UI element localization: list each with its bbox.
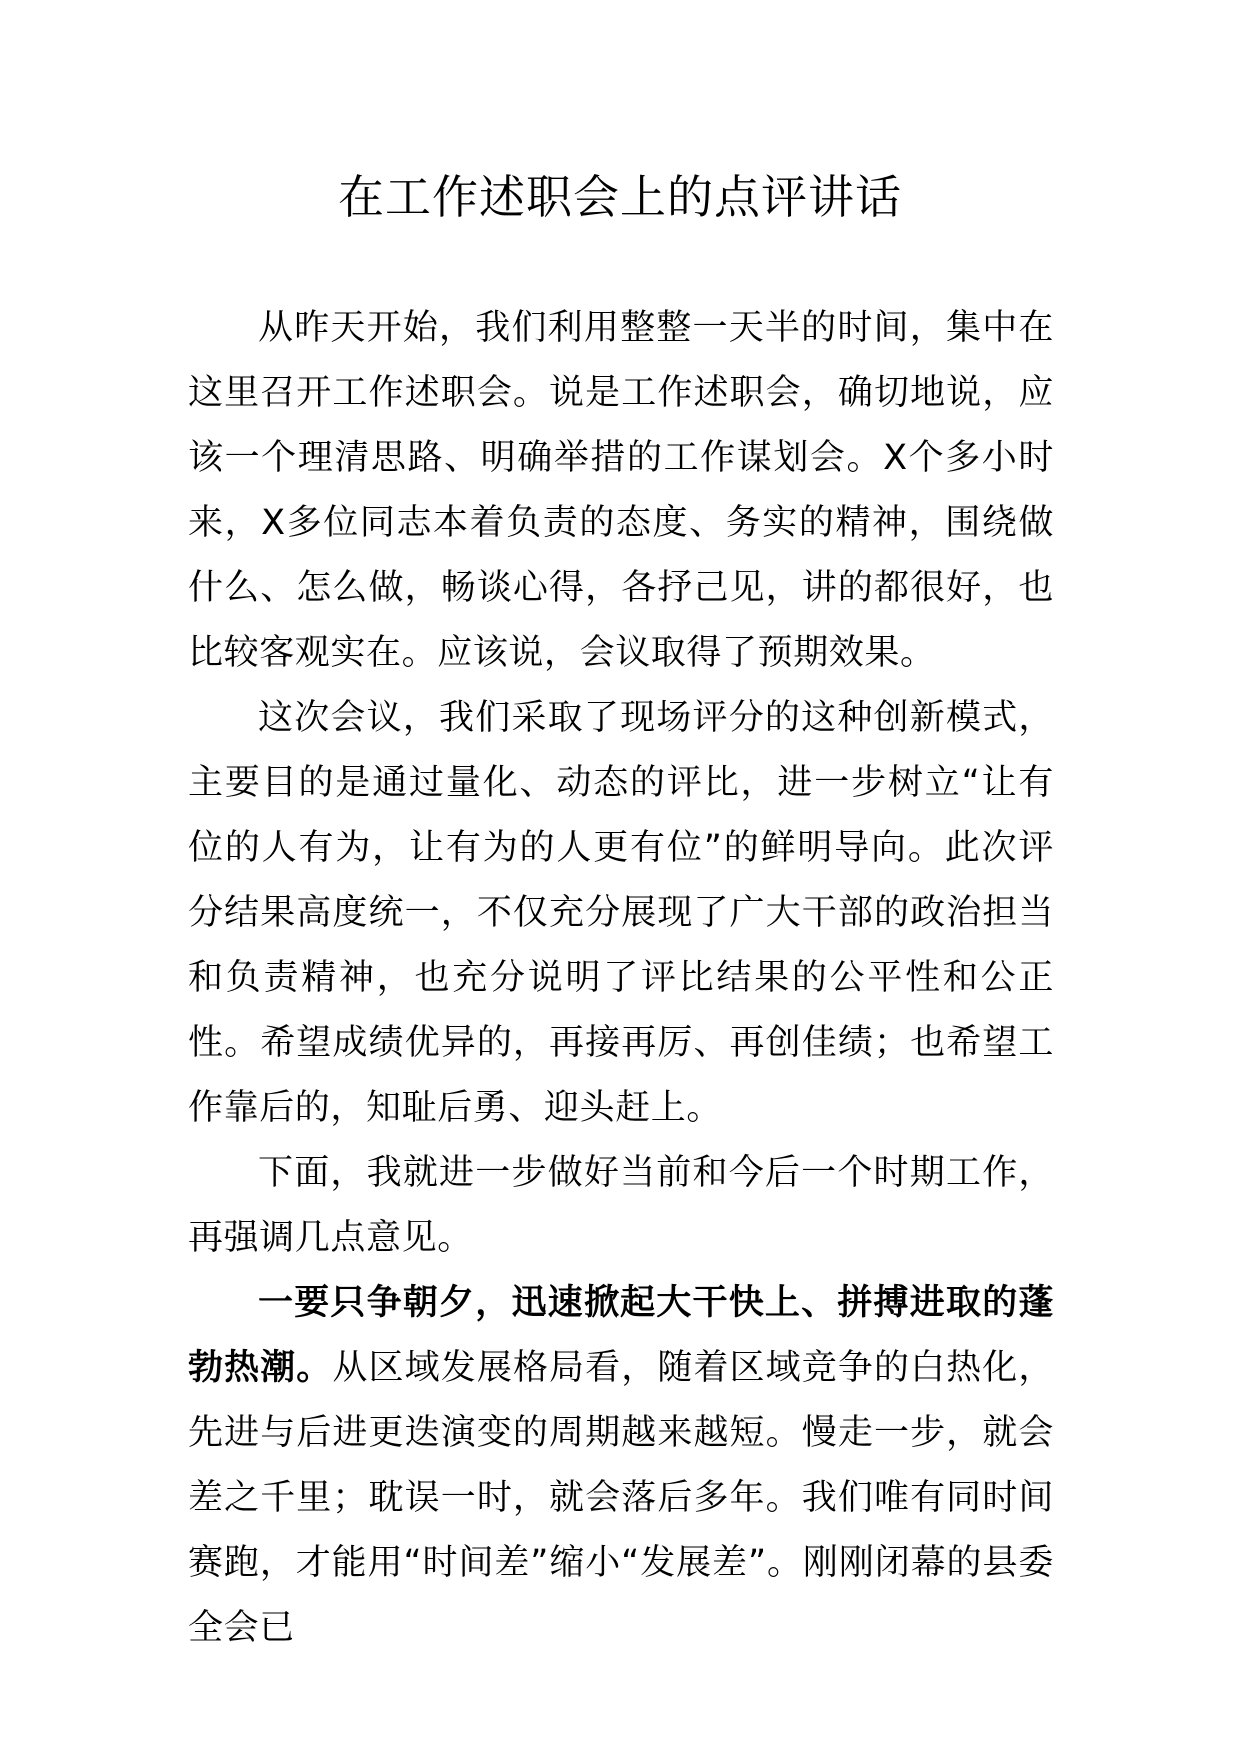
paragraph-4 [188, 1271, 1054, 1661]
document-body [188, 296, 1054, 1661]
paragraph-2 [188, 686, 1054, 1141]
paragraph-2-text: 这次会议，我们采取了现场评分的这种创新模式，主要目的是通过量化、动态的评比，进一步树立“让有位的人有为，让有为的人更有位”的鲜明导向。此次评分结果高度统一，不仅充分展现了广大干部的政治担当和负责精神，也充分说明了评比结果的公平性和公正性。希望成绩优异的，再接再厉、再创佳绩；也希望工作靠后的，知耻后勇、迎头赶上。 [188, 698, 1054, 1128]
paragraph-3 [188, 1141, 1054, 1271]
paragraph-1-text: 从昨天开始，我们利用整整一天半的时间，集中在这里召开工作述职会。说是工作述职会，确切地说，应该一个理清思路、明确举措的工作谋划会。X个多小时来，X多位同志本着负责的态度、务实的精神，围绕做什么、怎么做，畅谈心得，各抒己见，讲的都很好，也比较客观实在。应该说，会议取得了预期效果。 [188, 308, 1054, 673]
page-title: 在工作述职会上的点评讲话 [338, 170, 902, 224]
paragraph-4-lead: 一要只争朝夕，迅速掀起大干快上、拼搏进取的蓬勃热潮。 [188, 1283, 1054, 1388]
paragraph-3-text: 下面，我就进一步做好当前和今后一个时期工作，再强调几点意见。 [188, 1153, 1054, 1258]
paragraph-1 [188, 296, 1054, 686]
paragraph-4-text: 从区域发展格局看，随着区域竞争的白热化，先进与后进更迭演变的周期越来越短。慢走一步，就会差之千里；耽误一时，就会落后多年。我们唯有同时间赛跑，才能用“时间差”缩小“发展差”。刚刚闭幕的县委全会已 [188, 1348, 1054, 1648]
